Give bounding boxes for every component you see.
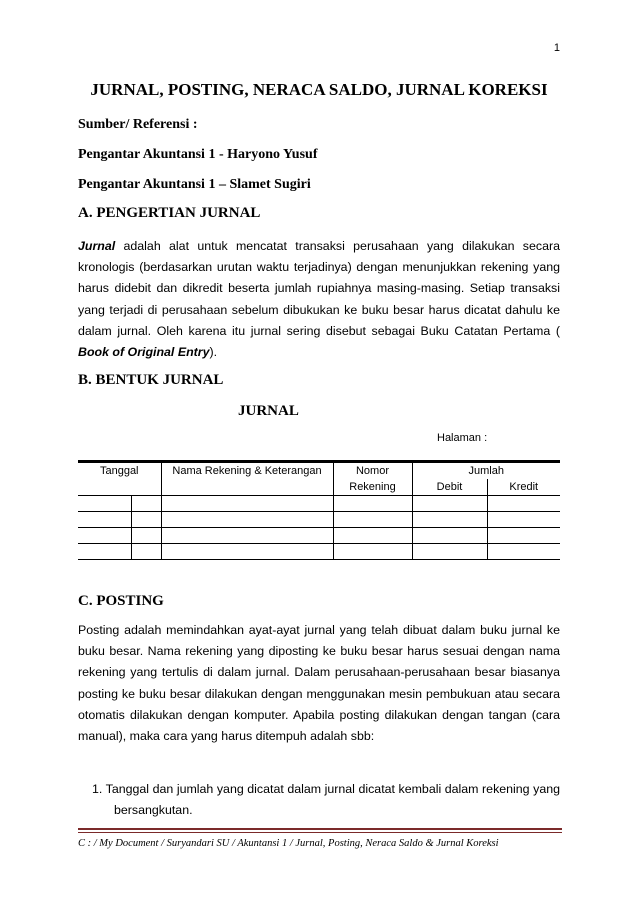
footer-path: C : / My Document / Suryandari SU / Akuntansi 1 / Jurnal, Posting, Neraca Saldo & Jurnal Koreksi (78, 838, 499, 849)
halaman-label: Halaman : (437, 432, 488, 444)
section-b-heading: B. BENTUK JURNAL (78, 372, 224, 388)
journal-form-title: JURNAL (238, 403, 299, 419)
table-row (78, 512, 560, 528)
section-c-heading: C. POSTING (78, 593, 164, 609)
reference-item: Pengantar Akuntansi 1 – Slamet Sugiri (78, 177, 311, 192)
column-header-tanggal: Tanggal (78, 462, 161, 496)
footer-divider (78, 832, 562, 833)
journal-table (78, 460, 560, 560)
section-a-body: adalah alat untuk mencatat transaksi perusahaan yang dilakukan secara kronologis (berdasarkan urutan waktu terjadinya) dengan menunjukkan rekening yang harus didebit dan dikredit beserta jumlah rupiahnya masing-masing. Setiap transaksi yang terjadi di perusahaan sebelum dibukukan ke buku besar harus dicatat dahulu ke dalam jurnal. Oleh karena itu jurnal sering disebut sebagai Buku Catatan Pertama ( (78, 239, 560, 338)
section-c-paragraph: Posting adalah memindahkan ayat-ayat jurnal yang telah dibuat dalam buku jurnal ke buku besar. Nama rekening yang diposting ke buku besar harus sesuai dengan nama rekening yang tertulis di dalam jurnal. Dalam perusahaan-perusahaan besar biasanya posting ke buku besar dilakukan dengan menggunakan mesin pembukuan atau secara otomatis dilakukan dengan komputer. Apabila posting dilakukan dengan tangan (cara manual), maka cara yang harus ditempuh adalah sbb: (78, 623, 560, 744)
reference-item: Pengantar Akuntansi 1 - Haryono Yusuf (78, 147, 318, 162)
term-book-of-original-entry: Book of Original Entry (78, 345, 210, 360)
column-header-debit: Debit (412, 479, 487, 496)
table-row (78, 496, 560, 512)
column-header-rekening: Rekening (333, 479, 412, 496)
term-jurnal: Jurnal (78, 239, 116, 253)
posting-steps-list (78, 779, 560, 821)
references-heading: Sumber/ Referensi : (78, 117, 198, 132)
section-a-heading: A. PENGERTIAN JURNAL (78, 205, 261, 221)
list-item: 1. Tanggal dan jumlah yang dicatat dalam jurnal dicatat kembali dalam rekening yang bersangkutan. (92, 782, 560, 818)
section-a-tail: ). (209, 345, 218, 360)
page-number: 1 (553, 42, 560, 54)
column-header-nama-rekening: Nama Rekening & Keterangan (161, 462, 333, 496)
column-header-nomor: Nomor (333, 462, 412, 480)
table-row (78, 544, 560, 560)
column-header-jumlah: Jumlah (412, 462, 560, 480)
footer-divider (78, 828, 562, 830)
page-title: JURNAL, POSTING, NERACA SALDO, JURNAL KOREKSI (90, 80, 548, 99)
column-header-kredit: Kredit (487, 479, 560, 496)
table-row (78, 528, 560, 544)
section-a-paragraph (78, 236, 560, 363)
